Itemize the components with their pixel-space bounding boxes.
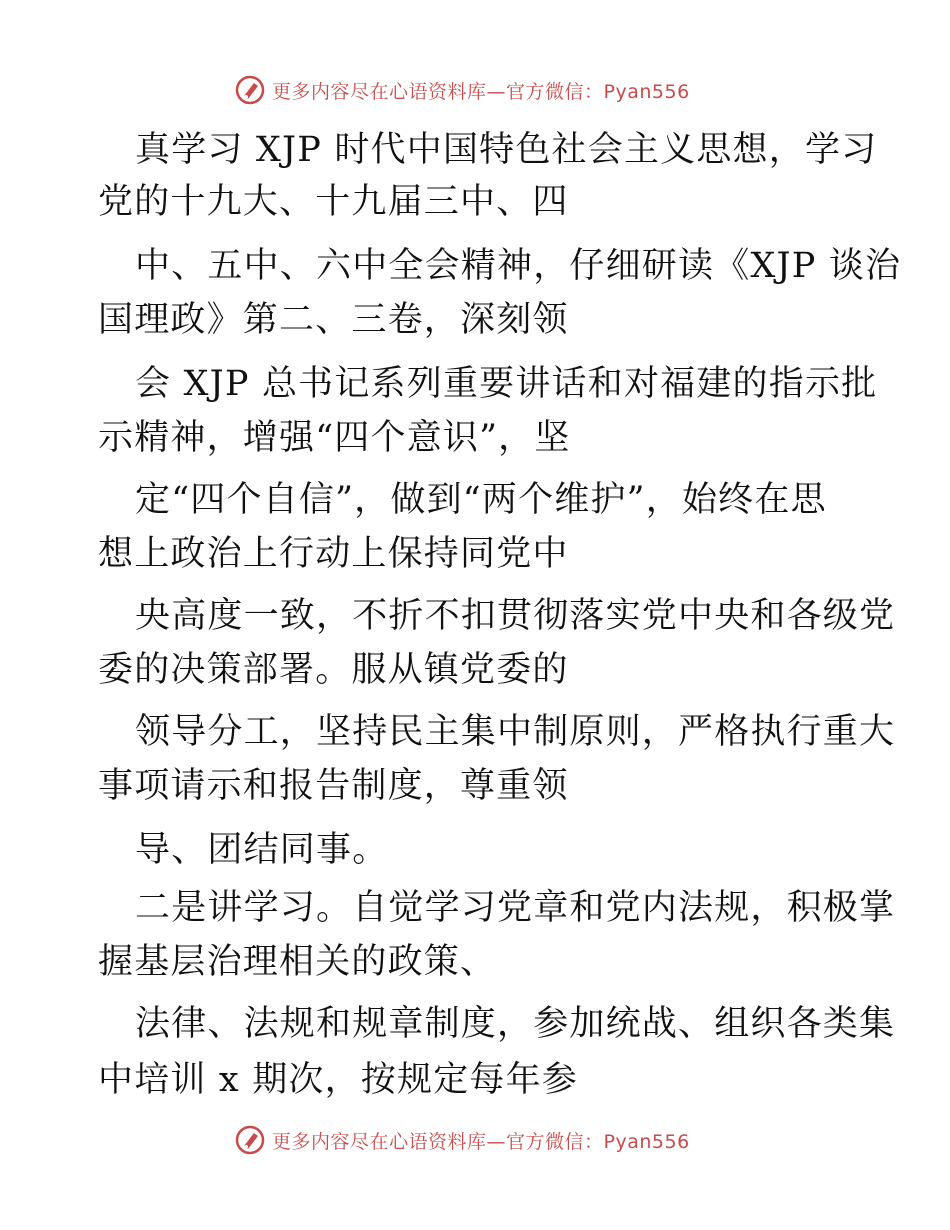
body-line-11: 领导分工，坚持民主集中制原则，严格执行重大 — [135, 712, 896, 752]
body-line-15: 握基层治理相关的政策、 — [98, 942, 497, 982]
body-line-3: 中、五中、六中全会精神，仔细研读《XJP 谈治 — [135, 246, 902, 286]
body-line-2: 党的十九大、十九届三中、四 — [98, 182, 569, 222]
body-line-16: 法律、法规和规章制度，参加统战、组织各类集 — [135, 1004, 896, 1044]
body-line-13: 导、团结同事。 — [135, 830, 389, 870]
body-line-12: 事项请示和报告制度，尊重领 — [98, 766, 569, 806]
watermark-text: 更多内容尽在心语资料库—官方微信：Pyan556 — [272, 1130, 690, 1153]
body-line-6: 示精神，增强“四个意识”，坚 — [98, 418, 571, 458]
body-line-14: 二是讲学习。自觉学习党章和党内法规，积极掌 — [135, 888, 896, 928]
body-line-10: 委的决策部署。服从镇党委的 — [98, 650, 569, 690]
body-line-1: 真学习 XJP 时代中国特色社会主义思想，学习 — [135, 130, 878, 170]
pen-nib-logo-icon — [234, 1124, 266, 1156]
body-line-9: 央高度一致，不折不扣贯彻落实党中央和各级党 — [135, 596, 896, 636]
watermark-text: 更多内容尽在心语资料库—官方微信：Pyan556 — [272, 80, 690, 103]
body-line-8: 想上政治上行动上保持同党中 — [98, 534, 569, 574]
body-line-17: 中培训 x 期次，按规定每年参 — [98, 1060, 578, 1100]
body-line-4: 国理政》第二、三卷，深刻领 — [98, 300, 569, 340]
body-line-5: 会 XJP 总书记系列重要讲话和对福建的指示批 — [135, 364, 878, 404]
body-line-7: 定“四个自信”，做到“两个维护”，始终在思 — [135, 480, 827, 520]
watermark-banner-bottom — [0, 1120, 950, 1160]
